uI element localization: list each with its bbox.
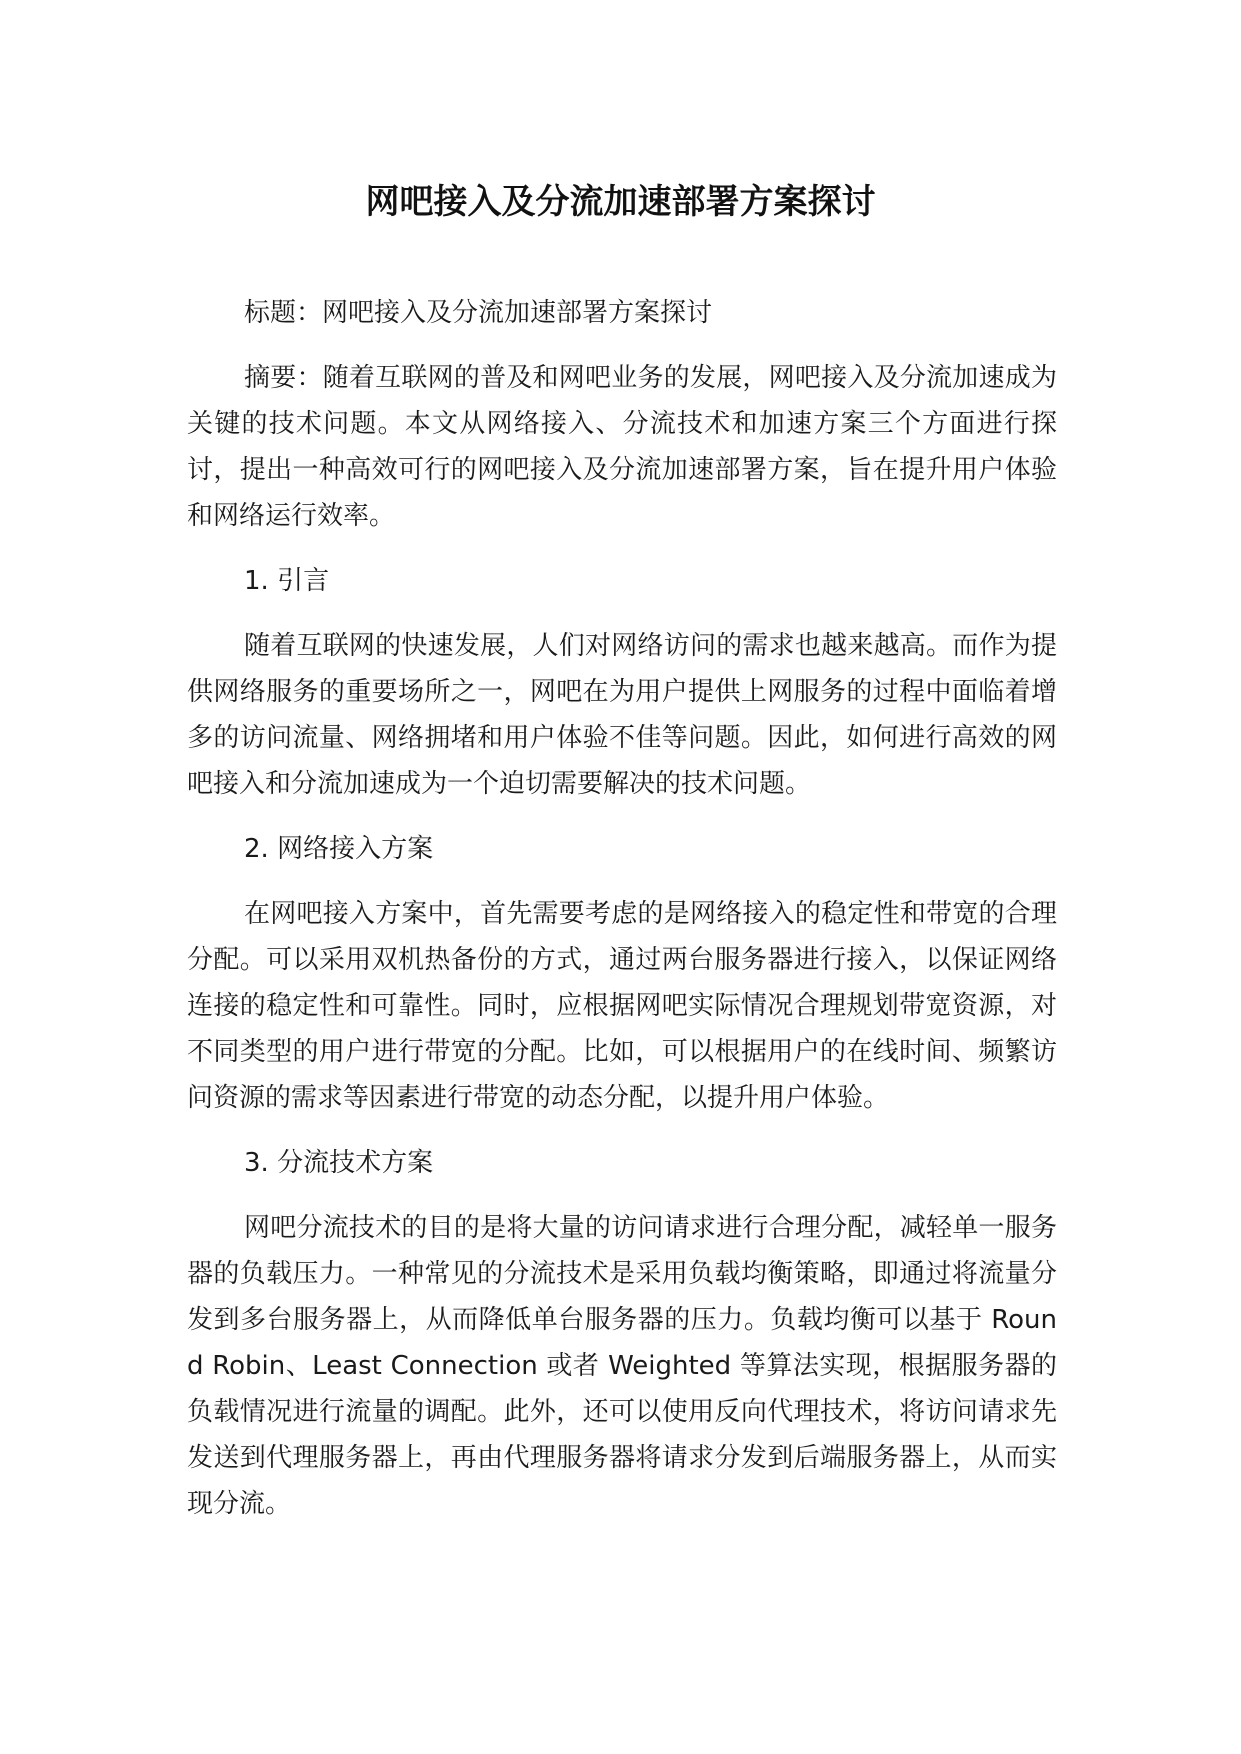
document-title: 网吧接入及分流加速部署方案探讨: [365, 182, 876, 222]
section-heading-traffic-split: 3. 分流技术方案: [244, 1148, 434, 1178]
section-paragraph-traffic-split: 网吧分流技术的目的是将大量的访问请求进行合理分配，减轻单一服务器的负载压力。一种常见的分流技术是采用负载均衡策略，即通过将流量分发到多台服务器上，从而降低单台服务器的压力。负载均衡可以基于 Round Robin、Least Connection 或者 Weighted 等算法实现，根据服务器的负载情况进行流量的调配。此外，还可以使用反向代理技术，将访问请求先发送到代理服务器上，再由代理服务器将请求分发到后端服务器上，从而实现分流。: [187, 1213, 1057, 1519]
section-paragraph-introduction: 随着互联网的快速发展，人们对网络访问的需求也越来越高。而作为提供网络服务的重要场所之一，网吧在为用户提供上网服务的过程中面临着增多的访问流量、网络拥堵和用户体验不佳等问题。因此，如何进行高效的网吧接入和分流加速成为一个迫切需要解决的技术问题。: [187, 631, 1057, 799]
title-line: 标题：网吧接入及分流加速部署方案探讨: [244, 298, 713, 328]
abstract-paragraph: 摘要：随着互联网的普及和网吧业务的发展，网吧接入及分流加速成为关键的技术问题。本文从网络接入、分流技术和加速方案三个方面进行探讨，提出一种高效可行的网吧接入及分流加速部署方案，旨在提升用户体验和网络运行效率。: [187, 363, 1057, 531]
section-heading-introduction: 1. 引言: [244, 566, 330, 596]
section-paragraph-network-access: 在网吧接入方案中，首先需要考虑的是网络接入的稳定性和带宽的合理分配。可以采用双机热备份的方式，通过两台服务器进行接入，以保证网络连接的稳定性和可靠性。同时，应根据网吧实际情况合理规划带宽资源，对不同类型的用户进行带宽的分配。比如，可以根据用户的在线时间、频繁访问资源的需求等因素进行带宽的动态分配，以提升用户体验。: [187, 899, 1057, 1113]
section-heading-network-access: 2. 网络接入方案: [244, 834, 434, 864]
document-body: [187, 290, 1057, 1546]
